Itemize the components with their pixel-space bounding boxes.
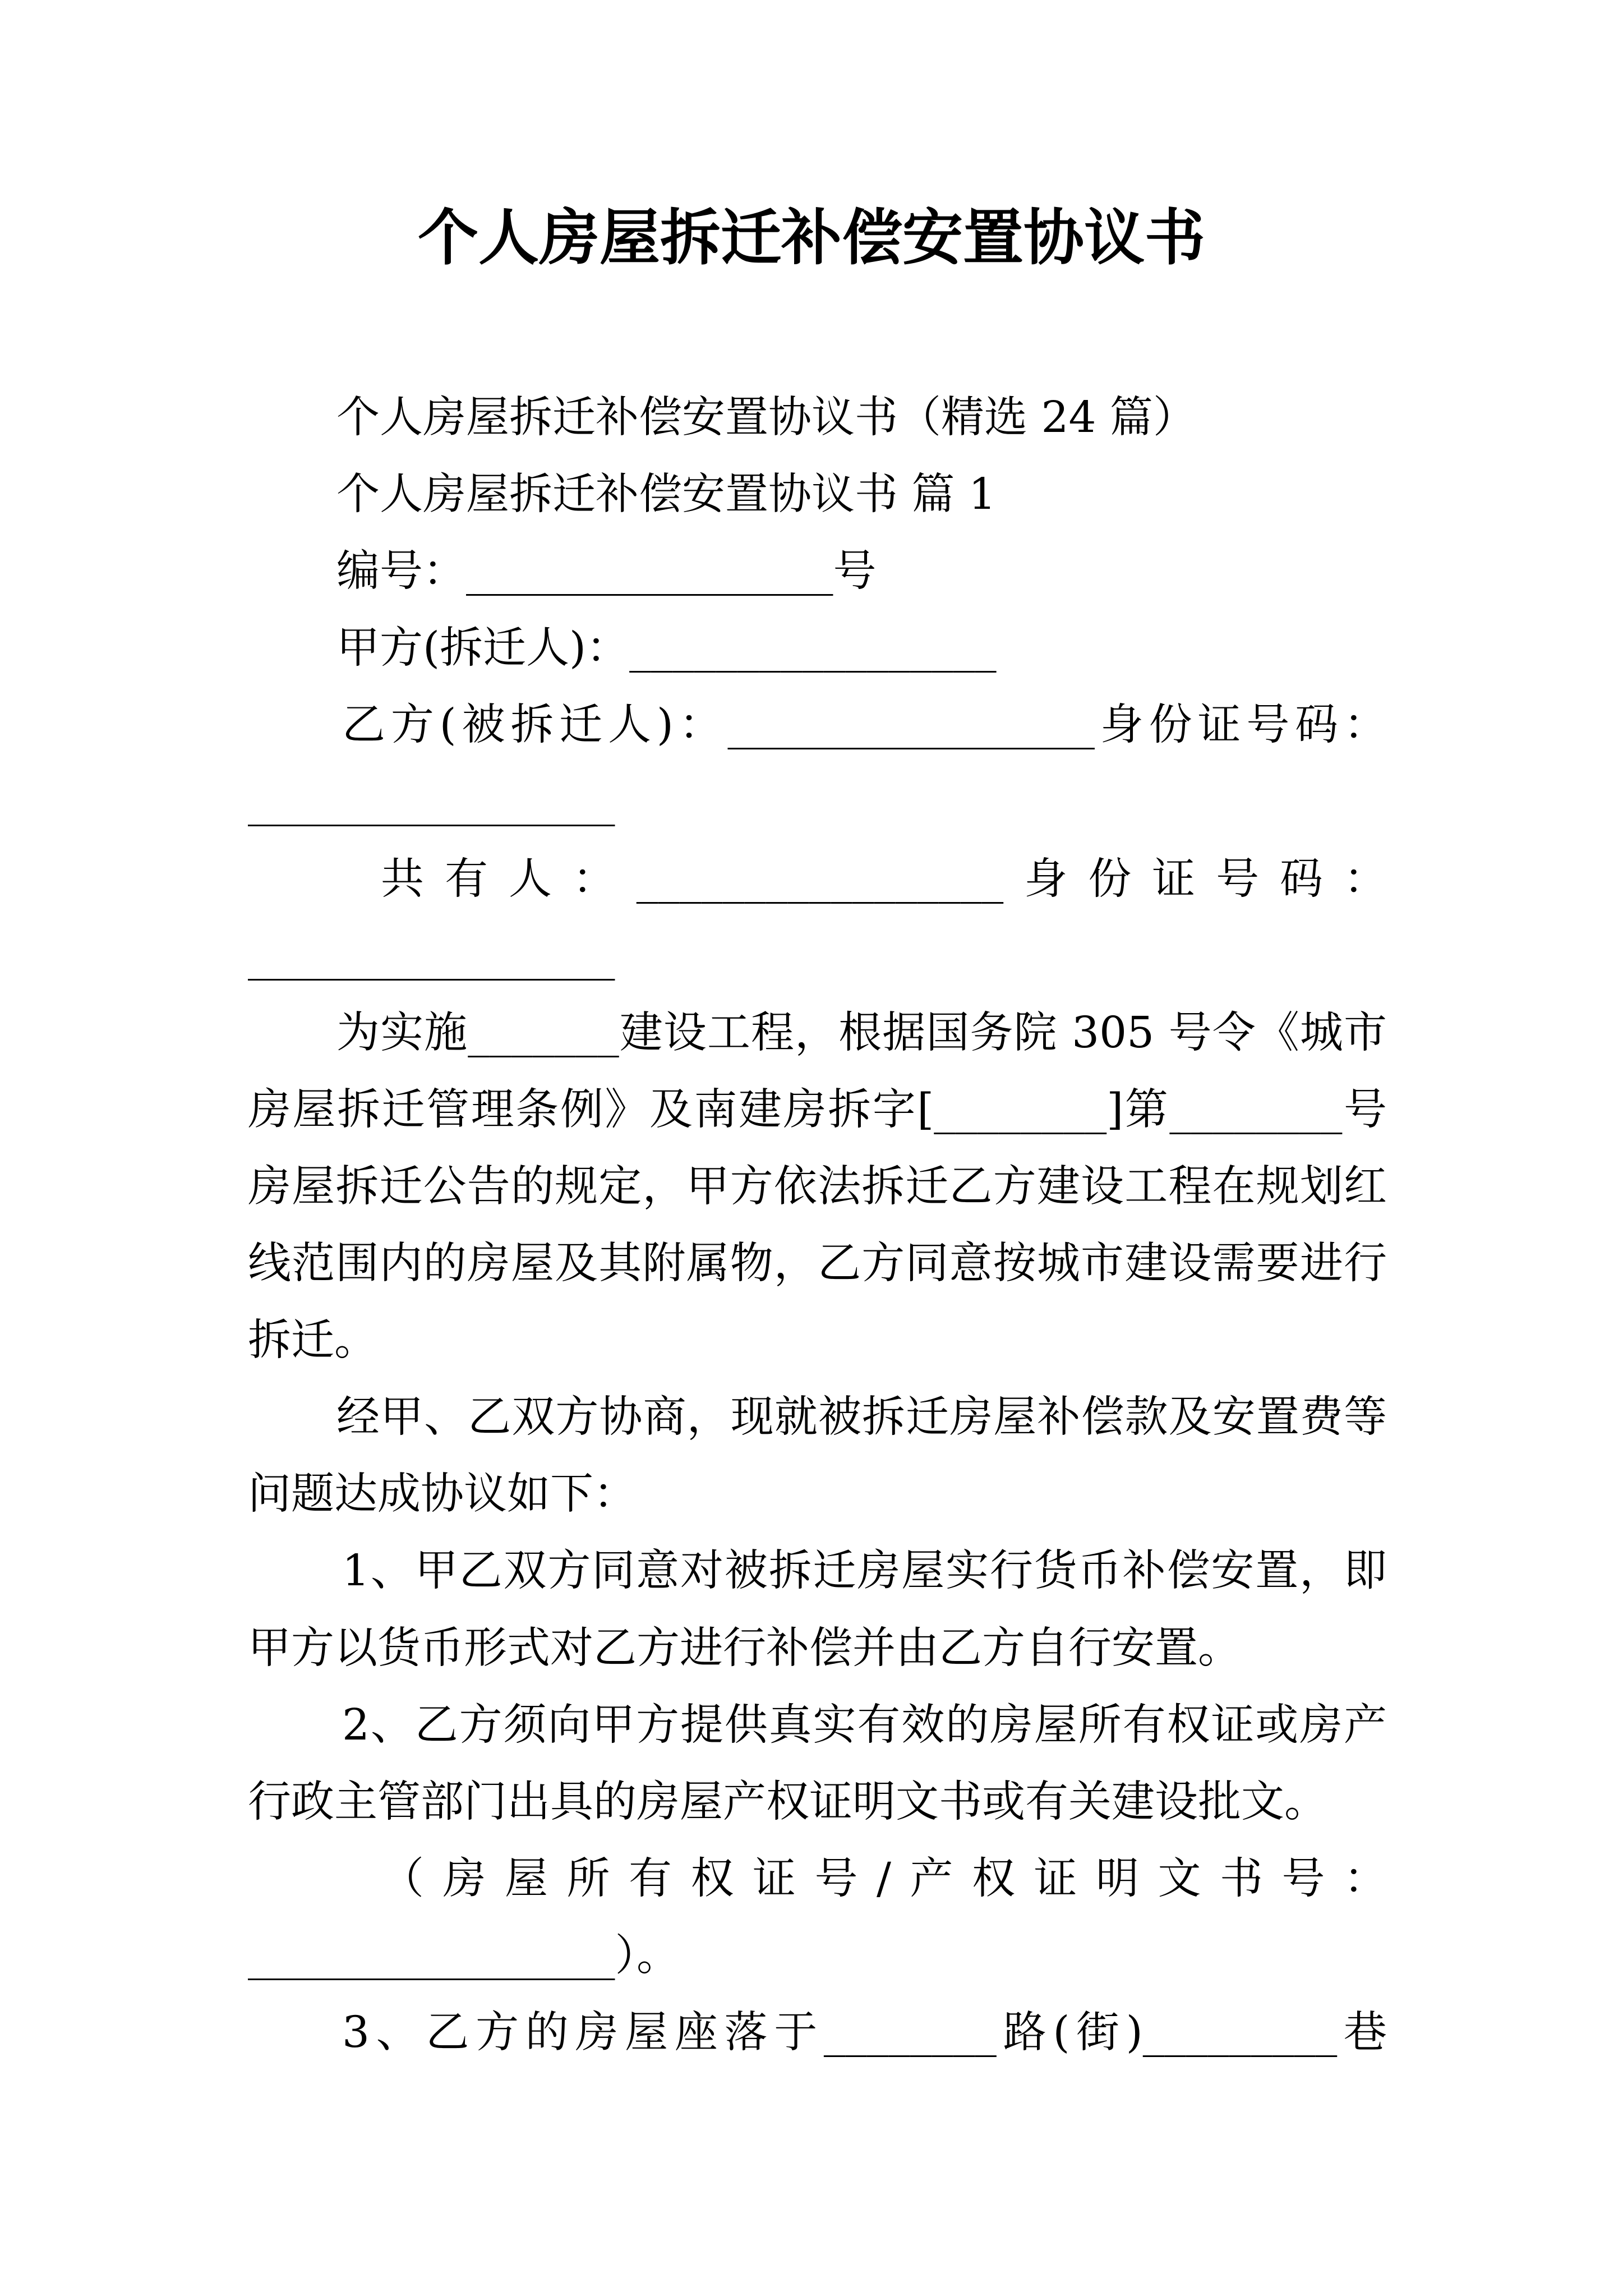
- party-a-field: 甲方(拆迁人)：_________________: [336, 623, 997, 674]
- paragraph-line: 经甲、乙双方协商，现就被拆迁房屋补偿款及安置费等: [336, 1392, 1387, 1443]
- party-b-id-blank: _________________: [248, 777, 615, 827]
- paragraph-line: 问题达成协议如下：: [248, 1469, 637, 1520]
- clause-1: [248, 1533, 1387, 1686]
- clause-2-certificate-number: [248, 1841, 1387, 1994]
- clause-2: [248, 1687, 1387, 1841]
- clause-3: [248, 1994, 1387, 2071]
- paragraph-agreement-intro: [248, 1379, 1387, 1533]
- party-b-field: 乙方(被拆迁人)：_________________身份证号码：: [342, 700, 1387, 751]
- document-title: 个人房屋拆迁补偿安置协议书: [417, 203, 1205, 273]
- paragraph-line: 1、甲乙双方同意对被拆迁房屋实行货币补偿安置，即: [342, 1546, 1387, 1596]
- paragraph-preamble: [248, 995, 1387, 1379]
- paragraph-line: 行政主管部门出具的房屋产权证明文书或有关建设批文。: [248, 1777, 1327, 1827]
- paragraph-line: 房屋拆迁公告的规定，甲方依法拆迁乙方建设工程在规划红: [248, 1161, 1387, 1212]
- paragraph-line: 为实施_______建设工程，根据国务院 305 号令《城市: [336, 1007, 1387, 1058]
- paragraph-line: 线范围内的房屋及其附属物，乙方同意按城市建设需要进行: [248, 1239, 1387, 1289]
- co-owner-id-blank: _________________: [248, 931, 615, 981]
- article-heading: 个人房屋拆迁补偿安置协议书 篇 1: [336, 470, 996, 520]
- paragraph-line: （房屋所有权证号/产权证明文书号：: [381, 1853, 1387, 1904]
- co-owner-field: 共有人：_________________身份证号码：: [381, 854, 1387, 904]
- paragraph-line: 2、乙方须向甲方提供真实有效的房屋所有权证或房产: [342, 1700, 1387, 1750]
- paragraph-line: 拆迁。: [248, 1315, 377, 1366]
- document-body: [248, 379, 1387, 2071]
- collection-heading: 个人房屋拆迁补偿安置协议书（精选 24 篇）: [336, 393, 1196, 443]
- paragraph-line: 3、乙方的房屋座落于________路(街)_________巷: [342, 2007, 1387, 2058]
- paragraph-line: 甲方以货币形式对乙方进行补偿并由乙方自行安置。: [248, 1623, 1241, 1673]
- paragraph-line: 房屋拆迁管理条例》及南建房拆字[________]第________号: [248, 1084, 1387, 1135]
- agreement-number-field: 编号：_________________号: [336, 546, 877, 597]
- paragraph-line: _________________）。: [248, 1930, 680, 1981]
